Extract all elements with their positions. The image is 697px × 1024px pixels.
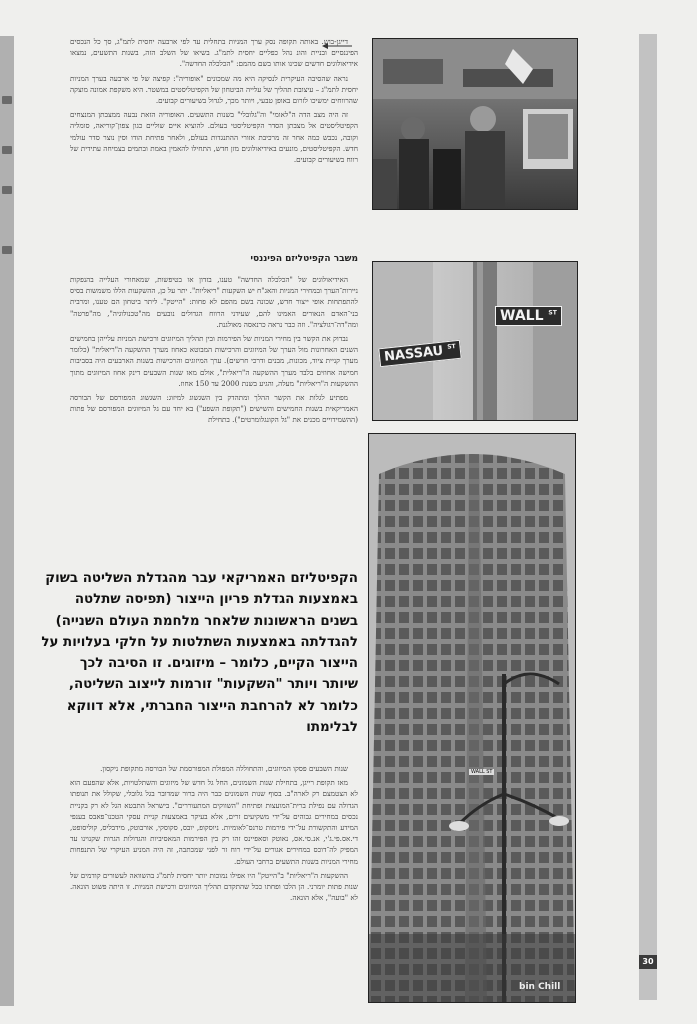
paragraph: נבדוק את הקשר בין מחירי המניות של הפירמות ובין תהליך המיזוגים ורכישת המניות עלייהן בחמישים השנים האחרונות מול הערך של המיזוגים והרכישות המבוטא כאחוז מערך ההשקעה ה"ריאלית" (כלומר מערך קניית ציוד, מכונות, מבנים ודרכי חרשים). ערך המיזוגים והרכישות בשנות הארבעים היה בסביבות חמישה אחוזים בלבד מערך ההשקעה ה"ריאלית", אולם מאז שנות השבעים דינק אחוז המיזוגים מתוך ההשקעות ה"ריאליות" מעלה, והגיע בשנת 2000 עד 150 אחוז. xyxy=(70,334,358,388)
left-edge-bar xyxy=(0,36,14,1006)
trading-floor-photo xyxy=(372,38,578,210)
sign-text: NASSAU xyxy=(383,343,444,365)
sign-suffix: ST xyxy=(548,309,557,317)
edge-marker xyxy=(2,246,12,254)
article-text-block-2 xyxy=(70,274,358,526)
paragraph: מאז תקופת רייגן, בתחילת שנות השמונים, החל גל חדש של מיזוגים והשתלטויות, אלא שהפעם הוא לא הצטמצם רק לארה"ב. בסוף שנות השמונים כבר היה ברור שמדובר בגל גלובלי, שקולל את תנופתו הגדולה עם נפילת ברית־המועצות ופתיחת "השווקים המתעוררים". בישראל התבטא הגל לא רק בקניית נכסים במחירים גבוהים על־ידי משקיעים זרים, אלא בעיקר באמצעות קניית עסקי הטכנו־פאבס בענפי המידע והתקשורת על־ידי פירמות טרנס־לאומיות. ניוסקופ, יובס, סקוסקי, אורבוטק, מידבליס, קוליסופט, די.אס.פי.ג'י, אנ.סי.אס, נאוטק וסאפיינס זהו רק בין הפירמות המאסיביות והגדולות הגרות שקנוינו עד המפיק לה־דוכס במחירים אגורים על־ידי רוח זר לפני שמכתבה, זה היה המניע העיקרי של התנפחות מחירי המניות בשנות התשעים ברחבי העולם. xyxy=(70,778,358,866)
edge-marker xyxy=(2,146,12,154)
article-text-block-1 xyxy=(70,36,358,246)
wall-street-sign xyxy=(495,306,562,326)
right-edge-bar xyxy=(639,34,657,1000)
banner-text: bin Chill xyxy=(519,982,561,992)
paragraph: נראה שהסיבה העיקרית לנסיקה היא מה שמכונים "אופוריה": קפיצה של פי ארבעה בערך המניות יחסית לתמ"ג – עיצובת תהליך של עלייה הביטחון של הקפיטליסטים במשטר. היא משקפת אמונה מוצקה שהרווחים ימשיכו לזרום באופן טבעי, ויותר מכך, לגדול בשיעורים קבועים. xyxy=(70,73,358,106)
small-street-sign: WALL ST xyxy=(471,769,493,775)
paragraph: האידיאולוגים של "הכלכלה החדשה" טענו, בזדון או בטיפשות, שמאחורי העלייה בהנפקות ניירות־הערך ובמחירי המניות והאג"ח יש השקעות "ריאליות". יתר על כן, ההשקעות הללו משמשות בסיס להתפתחות אופי ייצור חדש, שכונה בשם מהפם לא פחות: "הייטק". ליתר ביטחון הם טענו, ומרבית בני־האדם הנאורים האמינו להם, שעידני הרווח הגדולים נובעים מה"טכנולוגיה", מה"פרטה" ומה"דה־רגולציה". וזה כבר נראה כרנאסה מאולגנת. xyxy=(70,275,358,329)
street-signs-photo xyxy=(372,261,578,421)
edge-marker xyxy=(2,186,12,194)
skyscraper-illustration xyxy=(369,434,575,1002)
edge-marker xyxy=(2,96,12,104)
sign-suffix: ST xyxy=(446,342,457,351)
sign-text: WALL xyxy=(500,308,544,324)
trading-floor-illustration xyxy=(373,39,577,209)
street-sign-pole xyxy=(373,262,577,420)
page-number: 30 xyxy=(639,955,657,969)
paragraph: ההשקעות ה"ריאליות" ב"הייטק" היו אפילו נמוכות יותר יחסית לתמ"ג בהשוואה לעשורים קודמים של שנות פתות יומרני. הן הלכו ופחתו ככל שהתקדם תהליך המיזוגים ורכישת המניות. זו היתה פשוט הונאה. לא "בועה", אלא הונאה. xyxy=(70,870,358,903)
paragraph: שנות השבעים פסקו המיזוגים, והתחוללה המפולת המפורסמת של הבורסה מתקופת ניקסון. xyxy=(100,764,348,773)
paragraph: זה היה מצב הדה ה"לאומי" וה"גלובלי" בשנות התשעים. האופוריה הזאת נבעה ממצבתן המנצחים הקפיטליסטים אל מצבתן הסדר הקפיטליסטי בעולם. להוציא איים שוליים כגון צפון־קוריאה, סומליה וקובה, נכבש כמה אחר זה מרכיבת אזורי ההתנגדות בעולם, ולאחר פתיחת הודו וסין נוצר סדר עולמי חדש. הקפיטליסטים, מונעים באידיאולוגים מזן חדש, התחילו להאמין באמת ובתמים בצמיחה עתידית של רווח בשיעורים קבועים. xyxy=(70,110,358,165)
skyscraper-photo xyxy=(368,433,576,1003)
paragraph: מפתיע לגלות את הקשר ההלך ומתהדק בין השגשוג למיזוג: השגשוג המפורסם של הבורסה האמריקאית בשנות החמישים והשישים ("תקופת השפע") בא יחד עם גל המיזוגים המפורסם של פתות (ההשמידויים מכנים את "גל הקונגלומרטים"). בתחילת xyxy=(70,393,358,425)
article-text-block-3 xyxy=(70,763,358,1003)
section-heading: משבר הקפיטליזם הפיננסי xyxy=(250,254,358,264)
pull-quote: הקפיטליזם האמריקאי עבר מהגדלת השליטה בשוק באמצעות הגדלת פריון הייצור (תפיסה שתלטה בשנים הראשונות שלאחר מלחמת העולם השנייה) להגדלתה באמצעות השתלטות על חלקי בעלויות על הייצור הקיים, כלומר – מיזוגים. זו הסיבה לכך שיותר ויותר "השקעות" זורמות לייצוב השליטה, כלומר לא להרחבת הייצור החברתי, אלא דווקא לבלימתו xyxy=(41,571,358,736)
paragraph: דייגן-בוש. באותה תקופה נסק ערך המניות בתחלית עד לפי ארבעה יחסית לתמ"ג, סך כל הנכסים הפיננסיים ובניית והונ נהל כפליים יחסית לתמ"ג. בשיאו של השלב הזה, בשנות התשעים, נמצאו אידיאולוגים חדשים שכינו אותו בשם מהמם: "הכלכלה החדשה". xyxy=(70,37,358,69)
